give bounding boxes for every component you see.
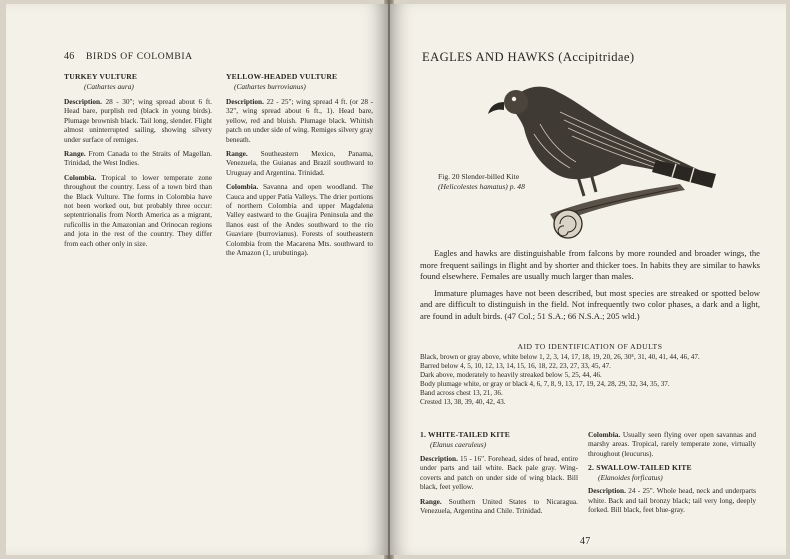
colombia-label: Colombia. bbox=[588, 430, 621, 439]
colombia-paragraph bbox=[588, 430, 756, 458]
species-title: 2. SWALLOW-TAILED KITE bbox=[588, 463, 692, 473]
range-paragraph bbox=[420, 497, 578, 516]
description-paragraph bbox=[420, 454, 578, 492]
description-label: Description. bbox=[588, 486, 626, 496]
colombia-text: Tropical to lower temperate zone throughout the country. Less of a town bird than the Black Vulture. The forms in Colombia have not been worked out, but probably three occur: septentrionalis from North America as a migrant, ruficollis in the Amazonian and Orinocan regions and jota in the rest of the country. They differ from each other only in size. bbox=[64, 172, 212, 248]
species-scientific-name: (Elanoides forficatus) bbox=[598, 473, 663, 483]
aid-identification-list bbox=[420, 353, 760, 406]
aid-line: Barred below 4, 5, 10, 12, 13, 14, 15, 16, 18, 22, 23, 27, 33, 45, 47. bbox=[420, 361, 611, 370]
range-paragraph bbox=[226, 149, 373, 177]
aid-line: Black, brown or gray above, white below 1, 2, 3, 14, 17, 18, 19, 20, 26, 30ᴱ, 31, 40, 41, 44, 46, 47. bbox=[420, 353, 700, 361]
range-text: Southern United States to Nicaragua. Venezuela, Argentina and Chile. Trinidad. bbox=[420, 496, 579, 516]
family-title: EAGLES AND HAWKS (Accipitridae) bbox=[422, 50, 635, 64]
aid-line: Body plumage white, or gray or black 4, 6, 7, 8, 9, 13, 17, 19, 24, 28, 29, 32, 34, 35, 37. bbox=[420, 379, 670, 388]
description-text: 28 - 30"; wing spread about 6 ft. Head bare, purplish red (black in young birds). Plumage brownish black. Tail long, slender. Flight almost uninterrupted sailing, showing silvery under surface of remiges. bbox=[64, 97, 213, 144]
description-text: 15 - 16". Forehead, sides of head, entire under parts and tail white. Back pale gray. Wing-coverts and patch on under side of wing black. Bill black, feet yellow. bbox=[420, 454, 579, 492]
left-page bbox=[6, 4, 388, 555]
right-page bbox=[390, 4, 786, 555]
range-label: Range. bbox=[64, 149, 86, 159]
range-text: Southeastern Mexico, Panama, Venezuela, the Guianas and Brazil southward to Uruguay and Argentina. Trinidad. bbox=[226, 149, 373, 177]
intro-paragraph: Eagles and hawks are distinguishable from falcons by more rounded and broader wings, the more frequent sailings in flight and by shorter and thicker toes. In habits they are similar to hawks found elsewhere. Females are usually much larger than males. bbox=[420, 248, 760, 282]
figure-caption-line2: (Helicolestes hamatus) p. 48 bbox=[438, 182, 525, 191]
aid-heading: AID TO IDENTIFICATION OF ADULTS bbox=[517, 342, 663, 351]
aid-line: Band across chest 13, 21, 36. bbox=[420, 388, 503, 397]
description-label: Description. bbox=[226, 97, 264, 106]
colombia-paragraph bbox=[64, 173, 212, 248]
species-turkey-vulture bbox=[64, 72, 212, 253]
description-paragraph bbox=[588, 486, 756, 514]
aid-line: Dark above, moderately to heavily streaked below 5, 25, 44, 46. bbox=[420, 370, 602, 379]
page-number-right: 47 bbox=[580, 536, 591, 547]
species-white-tailed-kite bbox=[420, 430, 578, 520]
colombia-label: Colombia. bbox=[226, 182, 259, 192]
description-text: 22 - 25"; wing spread 4 ft. (or 28 - 32", wing spread about 6 ft., 1). Head bare, yellow, red and bluish. Plumage black. Whitish patch on under side of wing. Remiges silvery gray beneath. bbox=[226, 97, 373, 144]
family-introduction bbox=[420, 248, 760, 328]
colombia-text: Savanna and open woodland. The Cauca and upper Patía Valleys. The drier portions of northern Colombia and upper Magdalena Valley eastward to the Guajira Peninsula and the llanos east of the Andes southward to the río Guaviare (burrovianus). Forests of southeastern Colombia from the Macarena Mts. southward to the Amazon (1, urubutinga). bbox=[226, 182, 373, 258]
species-title: TURKEY VULTURE bbox=[64, 72, 138, 81]
colombia-label: Colombia. bbox=[64, 172, 97, 182]
species-title: 1. WHITE-TAILED KITE bbox=[420, 430, 511, 439]
aid-line: Crested 13, 38, 39, 40, 42, 43. bbox=[420, 397, 506, 406]
colombia-paragraph bbox=[226, 182, 373, 257]
description-paragraph bbox=[226, 97, 373, 144]
running-head: BIRDS OF COLOMBIA bbox=[86, 51, 193, 62]
species-scientific-name: (Elanus caeruleus) bbox=[430, 440, 487, 449]
intro-paragraph: Immature plumages have not been described, but most species are streaked or spotted below and are difficult to distinguish in the field. Not infrequently two color phases, a dark and a light, are found in adult birds. (47 Col.; 51 S.A.; 66 N.S.A.; 205 wld.) bbox=[420, 287, 760, 321]
range-label: Range. bbox=[226, 149, 248, 159]
page-number-left: 46 bbox=[64, 51, 75, 62]
range-text: From Canada to the Straits of Magellan. Trinidad, the West Indies. bbox=[64, 149, 212, 168]
range-paragraph bbox=[64, 149, 212, 168]
species-scientific-name: (Cathartes burrovianus) bbox=[234, 82, 306, 91]
figure-caption-line1: Fig. 20 Slender-billed Kite bbox=[438, 172, 520, 181]
species-title: YELLOW-HEADED VULTURE bbox=[226, 72, 338, 81]
description-text: 24 - 25". Whole head, neck and underparts white. Back and tail bronzy black; tail very long, deeply forked. Bill black, feet blue-gray. bbox=[588, 486, 756, 515]
range-label: Range. bbox=[420, 496, 442, 506]
description-label: Description. bbox=[64, 97, 102, 106]
species-scientific-name: (Cathartes aura) bbox=[84, 82, 134, 91]
colombia-text: Usually seen flying over open savannas and marshy areas. Tropical, rarely temperate zone, virtually throughout (leucurus). bbox=[588, 430, 756, 458]
description-paragraph bbox=[64, 97, 212, 144]
description-label: Description. bbox=[420, 454, 458, 463]
species-yellow-headed-vulture bbox=[226, 72, 373, 263]
slender-billed-kite-illustration bbox=[480, 64, 728, 249]
species-column-right bbox=[588, 430, 756, 519]
